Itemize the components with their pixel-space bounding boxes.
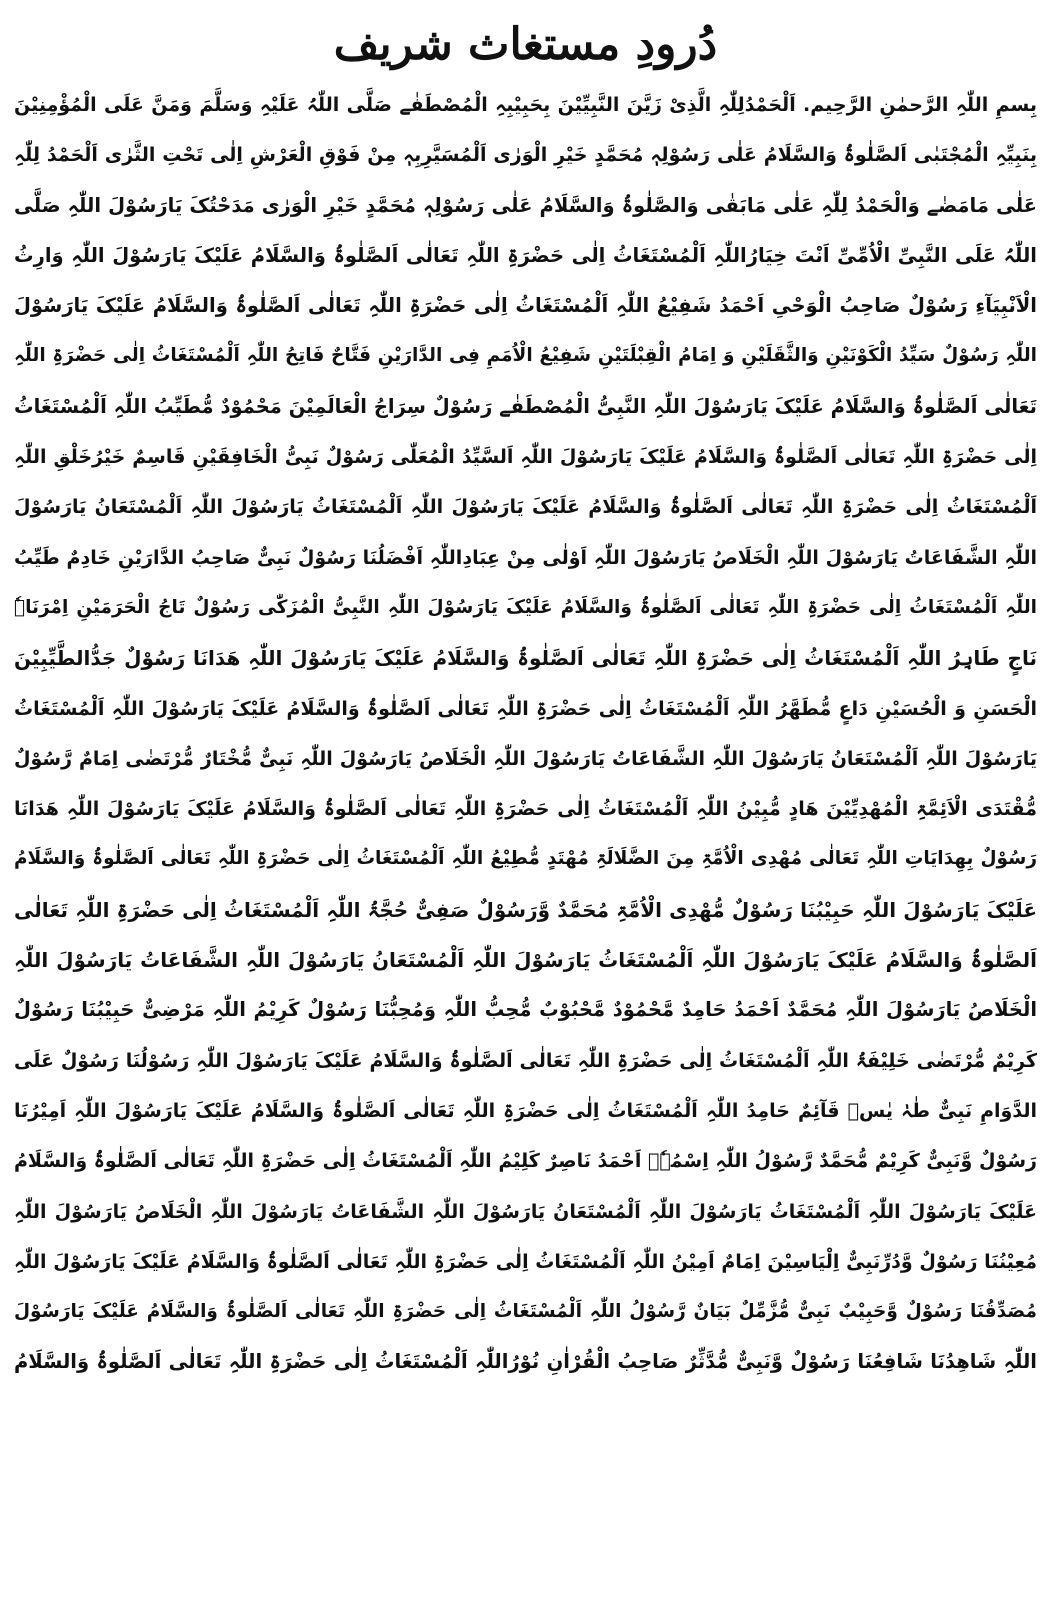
text-line: اللّٰہِ اَلْمُسْتَغَاثُ اِلٰی حَضْرَۃِ اللّٰہِ تَعَالٰی اَلصَّلٰوۃُ وَالسَّلَامُ عَلَیْکَ یَارَسُوْلَ اللّٰہِ النَّبِیُّ الْمُزَکّٰی رَسُوْلٌ تَاجُ الْحَرَمَیْنِ اِمْرَنَاہٗ [14, 596, 1037, 618]
text-line: عَلَیْکَ یَارَسُوْلَ اللّٰہِ حَبِیْبُنَا رَسُوْلٌ مُّھْدِی الْاُمَّۃِ مُحَمَّدٌ وَّرَسُوْلٌ صَفِیٌّ حُجَّۃُ اللّٰہِ اَلْمُسْتَغَاثُ اِلٰی حَضْرَۃِ اللّٰہِ تَعَالٰی [14, 897, 1037, 922]
text-line: اَلصَّلٰوۃُ وَالسَّلَامُ عَلَیْکَ یَارَسُوْلَ اللّٰہِ اَلْمُسْتَغَاثُ یَارَسُوْلَ اللّٰہِ اَلْمُسْتَعَانُ یَارَسُوْلَ اللّٰہِ الشَّفَاعَاتُ یَارَسُوْلَ اللّٰہِ [14, 948, 1037, 973]
text-line: اَلْمُسْتَغَاثُ اِلٰی حَضْرَۃِ اللّٰہِ تَعَالٰی اَلصَّلٰوۃُ وَالسَّلَامُ عَلَیْکَ یَارَسُوْلَ اللّٰہِ اَلْمُسْتَغَاثُ یَارَسُوْلَ اللّٰہِ اَلْمُسْتَعَانُ یَارَسُوْلَ [14, 496, 1037, 519]
text-line: بِسمِ اللّٰہِ الرَّحمٰنِ الرَّحِیم. اَلْحَمْدُلِلّٰہِ الَّذِیْ زَیَّنَ النَّبِیِّیْنَ بِحَبِیْبِہِ الْمُصْطَفٰے صَلَّی اللّٰہُ عَلَیْہِ وَسَلَّمَ وَمَنَّ عَلَی الْمُؤْمِنِیْنَ [14, 94, 1037, 116]
durood-text-body [14, 80, 1037, 1388]
text-line: مُعِیْنُنَا رَسُوْلٌ وَّدُرِّنَبِیٌّ اِلْیَاسِیْنَ اِمَامٌ اَمِیْنُ اللّٰہِ اَلْمُسْتَغَاثُ اِلٰی حَضْرَۃِ اللّٰہِ تَعَالٰی اَلصَّلٰوۃُ وَالسَّلَامُ عَلَیْکَ یَارَسُوْلَ اللّٰہِ [14, 1250, 1037, 1273]
text-line: الْحَسَنِ وَ الْحُسَیْنِ دَاعٍ مُّطَھَّرُ اللّٰہِ اَلْمُسْتَغَاثُ اِلٰی حَضْرَۃِ اللّٰہِ تَعَالٰی اَلصَّلٰوۃُ وَالسَّلَامُ عَلَیْکَ یَارَسُوْلَ اللّٰہِ اَلْمُسْتَغَاثُ [14, 697, 1037, 720]
text-line: بِنَبِیِّہِ الْمُجْتَبٰی اَلصَّلٰوۃُ وَالسَّلَامُ عَلٰی رَسُوْلِہٖ مُحَمَّدٍ خَیْرِ الْوَرٰی اَلْمُسَیَّرِبِہٖ مِنْ فَوْقِ الْعَرْشِ اِلٰی تَحْتِ الثَّرٰی اَلْحَمْدُ لِلّٰہِ [14, 144, 1037, 167]
text-line: رَسُوْلٌ وَّنَبِیٌّ کَرِیْمٌ مُّحَمَّدٌ رَّسُوْلُ اللّٰہِ اِسْمُہٗۤ اَحْمَدُ نَاصِرٌ کَلِیْمُ اللّٰہِ اَلْمُسْتَغَاثُ اِلٰی حَضْرَۃِ اللّٰہِ تَعَالٰی اَلصَّلٰوۃُ وَالسَّلَامُ [14, 1150, 1037, 1173]
text-line: اللّٰہِ شَاھِدُنَا شَافِعُنَا رَسُوْلٌ وَّنَبِیٌّ مُّدَّثِّرٌ صَاحِبُ الْقُرْاٰنِ نُوْرُاللّٰہِ اَلْمُسْتَغَاثُ اِلٰی حَضْرَۃِ اللّٰہِ تَعَالٰی اَلصَّلٰوۃُ وَالسَّلَامُ [14, 1350, 1037, 1374]
page-title: دُرودِ مستغاث شریف [333, 19, 718, 70]
text-line: تَعَالٰی اَلصَّلٰوۃُ وَالسَّلَامُ عَلَیْکَ یَارَسُوْلَ اللّٰہِ النَّبِیُّ الْمُصْطَفٰے رَسُوْلٌ سِرَاجُ الْعَالَمِیْنَ مَحْمُوْدٌ مُّطَیِّبُ اللّٰہِ اَلْمُسْتَغَاثُ [14, 394, 1037, 418]
text-line: الْاَنْبِیَآءِ رَسُوْلٌ صَاحِبُ الْوَحْیِ اَحْمَدُ شَفِیْعُ اللّٰہِ اَلْمُسْتَغَاثُ اِلٰی حَضْرَۃِ اللّٰہِ تَعَالٰی اَلصَّلٰوۃُ وَالسَّلَامُ عَلَیْکَ یَارَسُوْلَ [14, 294, 1037, 318]
text-line: عَلٰی مَامَضٰے وَالْحَمْدُ لِلّٰہِ عَلٰی مَابَقٰی وَالصَّلٰوۃُ وَالسَّلَامُ عَلٰی رَسُوْلِہٖ مُحَمَّدٍ خَیْرِ الْوَرٰی مَدَحْتُکَ یَارَسُوْلَ اللّٰہِ صَلَّی [14, 193, 1037, 217]
text-line: الْخَلَاصُ یَارَسُوْلَ اللّٰہِ مُحَمَّدٌ اَحْمَدُ حَامِدٌ مَّحْمُوْدٌ مَّحْبُوْبٌ مُّحِبُّ اللّٰہِ وَمُحِبُّنَا رَسُوْلٌ کَرِیْمُ اللّٰہِ مَرْضِیٌّ حَبِیْبُنَا رَسُوْلٌ [14, 998, 1037, 1022]
text-line: عَلَیْکَ یَارَسُوْلَ اللّٰہِ اَلْمُسْتَغَاثُ یَارَسُوْلَ اللّٰہِ اَلْمُسْتَعَانُ یَارَسُوْلَ اللّٰہِ الشَّفَاعَاتُ یَارَسُوْلَ اللّٰہِ الْخَلَاصُ یَارَسُوْلَ اللّٰہِ [14, 1200, 1037, 1223]
text-line: نَاجٍ طَاہِرُ اللّٰہِ اَلْمُسْتَغَاثُ اِلٰی حَضْرَۃِ اللّٰہِ تَعَالٰی اَلصَّلٰوۃُ وَالسَّلَامُ عَلَیْکَ یَارَسُوْلَ اللّٰہِ ھَدَانَا رَسُوْلٌ جَدُّالطَّیِّبِیْنَ [14, 646, 1037, 671]
text-line: مُصَدِّقُنَا رَسُوْلٌ وَّحَبِیْبٌ نَبِیٌّ مُّزَّمِّلٌ بَیَانٌ رَّسُوْلُ اللّٰہِ اَلْمُسْتَغَاثُ اِلٰی حَضْرَۃِ اللّٰہِ تَعَالٰی اَلصَّلٰوۃُ وَالسَّلَامُ عَلَیْکَ یَارَسُوْلَ [14, 1301, 1037, 1323]
text-line: رَسُوْلٌ بِھِدَایَاتِ اللّٰہِ تَعَالٰی مُھْدِی الْاُمَّۃِ مِنَ الضَّلَالَۃِ مُھْتَدٍ مُّطِیْعُ اللّٰہِ اَلْمُسْتَغَاثُ اِلٰی حَضْرَۃِ اللّٰہِ تَعَالٰی اَلصَّلٰوۃُ وَالسَّلَامُ [14, 848, 1037, 870]
text-line: کَرِیْمٌ مُّرْتَضٰی خَلِیْفَۃُ اللّٰہِ اَلْمُسْتَغَاثُ اِلٰی حَضْرَۃِ اللّٰہِ تَعَالٰی اَلصَّلٰوۃُ وَالسَّلَامُ عَلَیْکَ یَارَسُوْلَ اللّٰہِ رَسُوْلُنَا رَسُوْلٌ عَلَی [14, 1049, 1037, 1072]
text-line: مُّقْتَدَی الْاَئِمَّۃِ الْمُھْدِیِّیْنَ ھَادٍ مُّبِیْنُ اللّٰہِ اَلْمُسْتَغَاثُ اِلٰی حَضْرَۃِ اللّٰہِ تَعَالٰی اَلصَّلٰوۃُ وَالسَّلَامُ عَلَیْکَ یَارَسُوْلَ اللّٰہِ ھَدَانَا [14, 798, 1037, 821]
text-line: اللّٰہُ عَلَی النَّبِیِّ الْاُمِّیِّ اَنْتَ خِیَارُاللّٰہِ اَلْمُسْتَغَاثُ اِلٰی حَضْرَۃِ اللّٰہِ تَعَالٰی اَلصَّلٰوۃُ وَالسَّلَامُ عَلَیْکَ یَارَسُوْلَ اللّٰہِ وَارِثُ [14, 243, 1037, 267]
text-line: الدَّوَامِ نَبِیٌّ طٰہٰ یٰسۤ قَآئِمٌ حَامِدُ اللّٰہِ اَلْمُسْتَغَاثُ اِلٰی حَضْرَۃِ اللّٰہِ تَعَالٰی اَلصَّلٰوۃُ وَالسَّلَامُ عَلَیْکَ یَارَسُوْلَ اللّٰہِ اَمِیْرُنَا [14, 1099, 1037, 1122]
text-line: اللّٰہِ الشَّفَاعَاتُ یَارَسُوْلَ اللّٰہِ الْخَلَاصُ یَارَسُوْلَ اللّٰہِ اَوْلٰی مِنْ عِبَادِاللّٰہِ اَفْضَلُنَا رَسُوْلٌ نَبِیٌّ صَاحِبُ الدَّارَیْنِ خَادِمٌ طَیِّبُ [14, 546, 1037, 569]
text-line: یَارَسُوْلَ اللّٰہِ اَلْمُسْتَعَانُ یَارَسُوْلَ اللّٰہِ الشَّفَاعَاتُ یَارَسُوْلَ اللّٰہِ الْخَلَاصُ یَارَسُوْلَ اللّٰہِ نَبِیٌّ مُّخْتَارٌ مُّرْتَضٰی اِمَامٌ رَّسُوْلٌ [14, 747, 1037, 770]
text-line: اللّٰہِ رَسُوْلٌ سَیِّدُ الْکَوْنَیْنِ وَالثَّقَلَیْنِ وَ اِمَامُ الْقِبْلَتَیْنِ شَفِیْعُ الْاُمَمِ فِی الدَّارَیْنِ فَتَّاحٌ فَاتِحُ اللّٰہِ اَلْمُسْتَغَاثُ اِلٰی حَضْرَۃِ اللّٰہِ [14, 345, 1037, 367]
text-line: اِلٰی حَضْرَۃِ اللّٰہِ تَعَالٰی اَلصَّلٰوۃُ وَالسَّلَامُ عَلَیْکَ یَارَسُوْلَ اللّٰہِ اَلسَّیِّدُ الْمُعَلّٰی رَسُوْلٌ نَبِیُّ الْخَافِقَیْنِ قَاسِمٌ خَیْرُخَلْقِ اللّٰہِ [14, 446, 1037, 469]
